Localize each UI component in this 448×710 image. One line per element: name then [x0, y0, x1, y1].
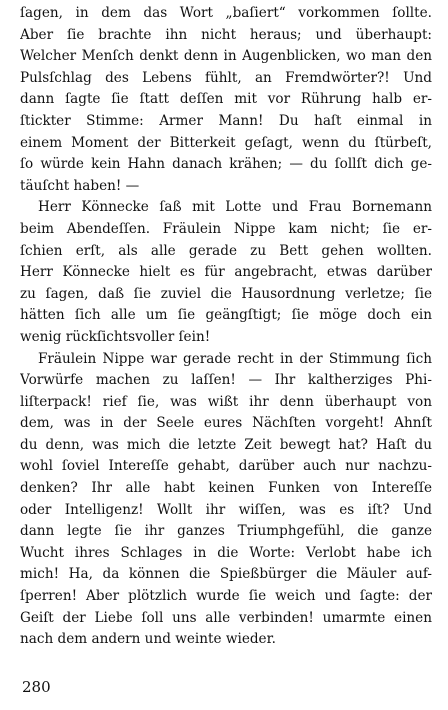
text-line: dann ſagte ſie ſtatt deſſen mit vor Rührung halb er- [20, 91, 432, 108]
text-line: ſagen, in dem das Wort „baſiert“ vorkommen ſollte. [20, 5, 432, 21]
text-line: oder Intelligenz! Wollt ihr wiſſen, was es iſt? Und [20, 501, 432, 518]
text-line: hätten ſich alle um ſie geängſtigt; ſie möge doch ein [20, 307, 432, 324]
text-line: Aber ſie brachte ihn nicht heraus; und überhaupt: [20, 26, 432, 43]
text-line: denken? Ihr alle habt keinen Funken von Intereſſe [20, 480, 432, 497]
text-line: wohl ſoviel Intereſſe gehabt, darüber auch nur nachzu- [20, 458, 432, 475]
text-line: Pulsſchlag des Lebens fühlt, an Fremdwörter?! Und [20, 69, 432, 86]
text-line: ſtickter Stimme: Armer Mann! Du haſt einmal in [20, 112, 432, 129]
page-number: 280 [22, 678, 51, 696]
text-line: beim Abendeſſen. Fräulein Nippe kam nicht; ſie er- [20, 220, 432, 237]
text-line: dann legte ſie ihr ganzes Triumphgefühl, die ganze [20, 523, 432, 540]
text-line: Geiſt der Liebe ſoll uns alle verbinden! umarmte einen [20, 609, 432, 626]
text-line: Welcher Menſch denkt denn in Augenblicken, wo man den [20, 48, 432, 65]
text-line: Fräulein Nippe war gerade recht in der Stimmung ſich [38, 350, 432, 367]
text-line: ſchien erſt, als alle gerade zu Bett gehen wollten. [20, 242, 432, 259]
text-line: nach dem andern und weinte wieder. [20, 631, 276, 648]
text-line: einem Moment der Bitterkeit geſagt, wenn du ſtürbeſt, [20, 134, 432, 151]
text-line: Herr Könnecke ſaß mit Lotte und Frau Bornemann [38, 199, 432, 216]
text-line: ſo würde kein Hahn danach krähen; — du ſollſt dich ge- [20, 156, 432, 173]
text-line: liſterpack! rief ſie, was wißt ihr denn überhaupt von [20, 393, 432, 410]
text-line: wenig rückſichtsvoller ſein! [20, 328, 211, 345]
body-text [20, 3, 432, 651]
text-line: mich! Ha, da können die Spießbürger die Mäuler auf- [20, 566, 432, 583]
text-line: ſperren! Aber plötzlich wurde ſie weich und ſagte: der [20, 588, 432, 605]
text-line: Wucht ihres Schlages in die Worte: Verlobt habe ich [20, 544, 432, 561]
text-line: Herr Könnecke hielt es für angebracht, etwas darüber [20, 264, 432, 281]
text-line: Vorwürfe machen zu laſſen! — Ihr kaltherziges Phi- [20, 372, 432, 389]
text-line: dem, was in der Seele eures Nächſten vorgeht! Ahnſt [20, 415, 432, 432]
text-line: du denn, was mich die letzte Zeit bewegt hat? Haſt du [20, 436, 432, 453]
text-line: täuſcht haben! — [20, 177, 140, 194]
text-line: zu ſagen, daß ſie zuviel die Hausordnung verletze; ſie [20, 285, 432, 302]
